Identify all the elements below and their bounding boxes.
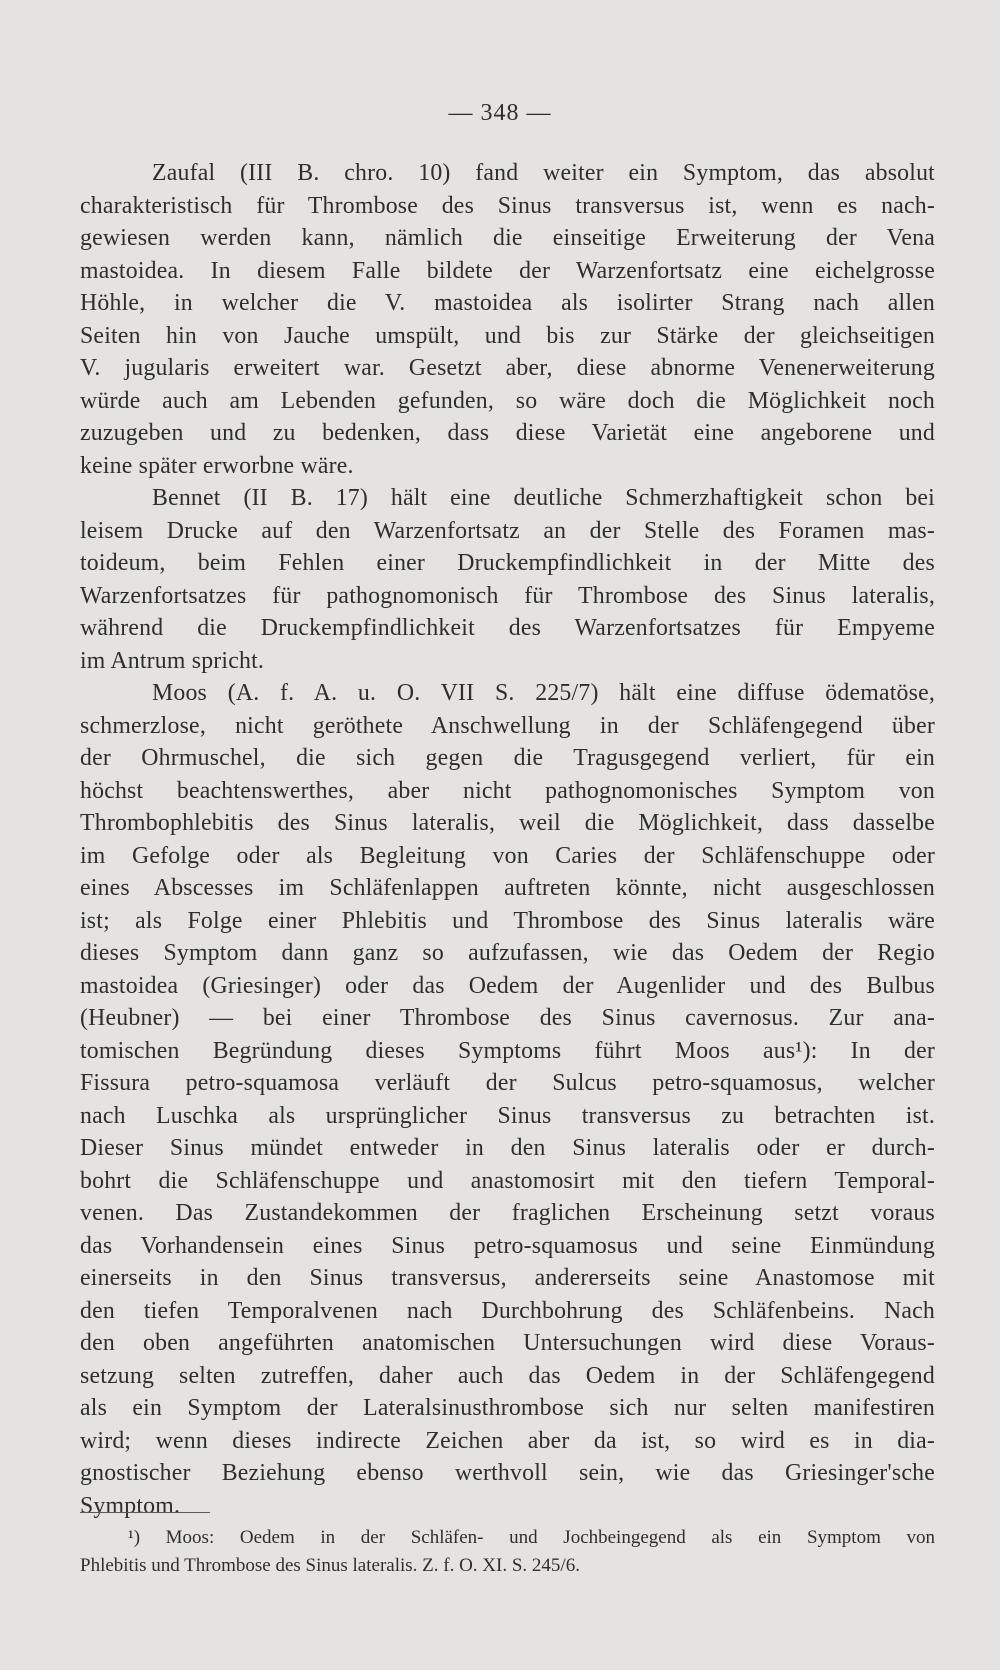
footnote-line: ¹) Moos: Oedem in der Schläfen- und Jochbeingegend als ein Symptom von — [128, 1527, 935, 1548]
footnote-line: Phlebitis und Thrombose des Sinus lateralis. Z. f. O. XI. S. 245/6. — [80, 1555, 580, 1576]
text-line: im Antrum spricht. — [80, 647, 265, 674]
text-line: den tiefen Temporalvenen nach Durchbohrung des Schläfenbeins. Nach — [80, 1297, 935, 1324]
text-line: mastoidea. In diesem Falle bildete der Warzenfortsatz eine eichelgrosse — [80, 257, 935, 284]
text-line: der Ohrmuschel, die sich gegen die Tragusgegend verliert, für ein — [80, 745, 935, 771]
text-line: Fissura petro-squamosa verläuft der Sulcus petro-squamosus, welcher — [80, 1070, 935, 1096]
text-line: im Gefolge oder als Begleitung von Caries der Schläfenschuppe oder — [80, 842, 935, 869]
text-line: Höhle, in welcher die V. mastoidea als isolirter Strang nach allen — [80, 290, 935, 316]
text-line: eines Abscesses im Schläfenlappen auftreten könnte, nicht ausgeschlossen — [80, 875, 935, 901]
text-line: zuzugeben und zu bedenken, dass diese Varietät eine angeborene und — [80, 420, 935, 446]
text-line: Thrombophlebitis des Sinus lateralis, weil die Möglichkeit, dass dasselbe — [80, 810, 935, 836]
text-line: nach Luschka als ursprünglicher Sinus transversus zu betrachten ist. — [80, 1102, 935, 1129]
text-line: mastoidea (Griesinger) oder das Oedem der Augenlider und des Bulbus — [80, 972, 935, 999]
text-line: bohrt die Schläfenschuppe und anastomosirt mit den tiefern Temporal- — [80, 1167, 935, 1194]
text-line: als ein Symptom der Lateralsinusthrombose sich nur selten manifestiren — [80, 1395, 935, 1421]
text-line: setzung selten zutreffen, daher auch das Oedem in der Schläfengegend — [80, 1362, 935, 1389]
text-line: Dieser Sinus mündet entweder in den Sinus lateralis oder er durch- — [80, 1135, 935, 1161]
footnote-rule — [80, 1512, 210, 1513]
text-line: venen. Das Zustandekommen der fraglichen Erscheinung setzt voraus — [80, 1200, 935, 1226]
text-line: den oben angeführten anatomischen Untersuchungen wird diese Voraus- — [80, 1330, 935, 1356]
text-line: höchst beachtenswerthes, aber nicht pathognomonisches Symptom von — [80, 777, 935, 804]
text-line: Warzenfortsatzes für pathognomonisch für Thrombose des Sinus lateralis, — [80, 582, 935, 609]
text-line: keine später erworbne wäre. — [80, 452, 354, 479]
text-line: leisem Drucke auf den Warzenfortsatz an der Stelle des Foramen mas- — [80, 517, 935, 544]
text-line: schmerzlose, nicht geröthete Anschwellung in der Schläfengegend über — [80, 712, 935, 739]
text-line: dieses Symptom dann ganz so aufzufassen, wie das Oedem der Regio — [80, 940, 935, 966]
text-line: gnostischer Beziehung ebenso werthvoll sein, wie das Griesinger'sche — [80, 1460, 935, 1486]
text-line: (Heubner) — bei einer Thrombose des Sinus cavernosus. Zur ana- — [80, 1005, 935, 1031]
text-line: Bennet (II B. 17) hält eine deutliche Schmerzhaftigkeit schon bei — [152, 485, 935, 511]
text-line: tomischen Begründung dieses Symptoms führt Moos aus¹): In der — [80, 1037, 935, 1064]
text-line: während die Druckempfindlichkeit des Warzenfortsatzes für Empyeme — [80, 615, 935, 641]
text-line: würde auch am Lebenden gefunden, so wäre doch die Möglichkeit noch — [80, 387, 935, 414]
text-line: Symptom. — [80, 1492, 181, 1519]
page-number: — 348 — — [448, 100, 552, 126]
text-line: einerseits in den Sinus transversus, andererseits seine Anastomose mit — [80, 1265, 935, 1291]
text-line: Moos (A. f. A. u. O. VII S. 225/7) hält eine diffuse ödematöse, — [152, 680, 935, 706]
text-line: gewiesen werden kann, nämlich die einseitige Erweiterung der Vena — [80, 225, 935, 251]
text-line: wird; wenn dieses indirecte Zeichen aber da ist, so wird es in dia- — [80, 1427, 935, 1454]
body-text — [80, 157, 935, 1522]
text-line: toideum, beim Fehlen einer Druckempfindlichkeit in der Mitte des — [80, 550, 935, 576]
text-line: V. jugularis erweitert war. Gesetzt aber, diese abnorme Venenerweiterung — [80, 355, 935, 381]
text-line: das Vorhandensein eines Sinus petro-squamosus und seine Einmündung — [80, 1232, 935, 1259]
text-line: ist; als Folge einer Phlebitis und Thrombose des Sinus lateralis wäre — [80, 907, 935, 934]
footnote — [80, 1524, 935, 1580]
text-line: Zaufal (III B. chro. 10) fand weiter ein Symptom, das absolut — [152, 160, 935, 186]
text-line: charakteristisch für Thrombose des Sinus transversus ist, wenn es nach- — [80, 192, 935, 219]
text-line: Seiten hin von Jauche umspült, und bis zur Stärke der gleichseitigen — [80, 322, 935, 349]
